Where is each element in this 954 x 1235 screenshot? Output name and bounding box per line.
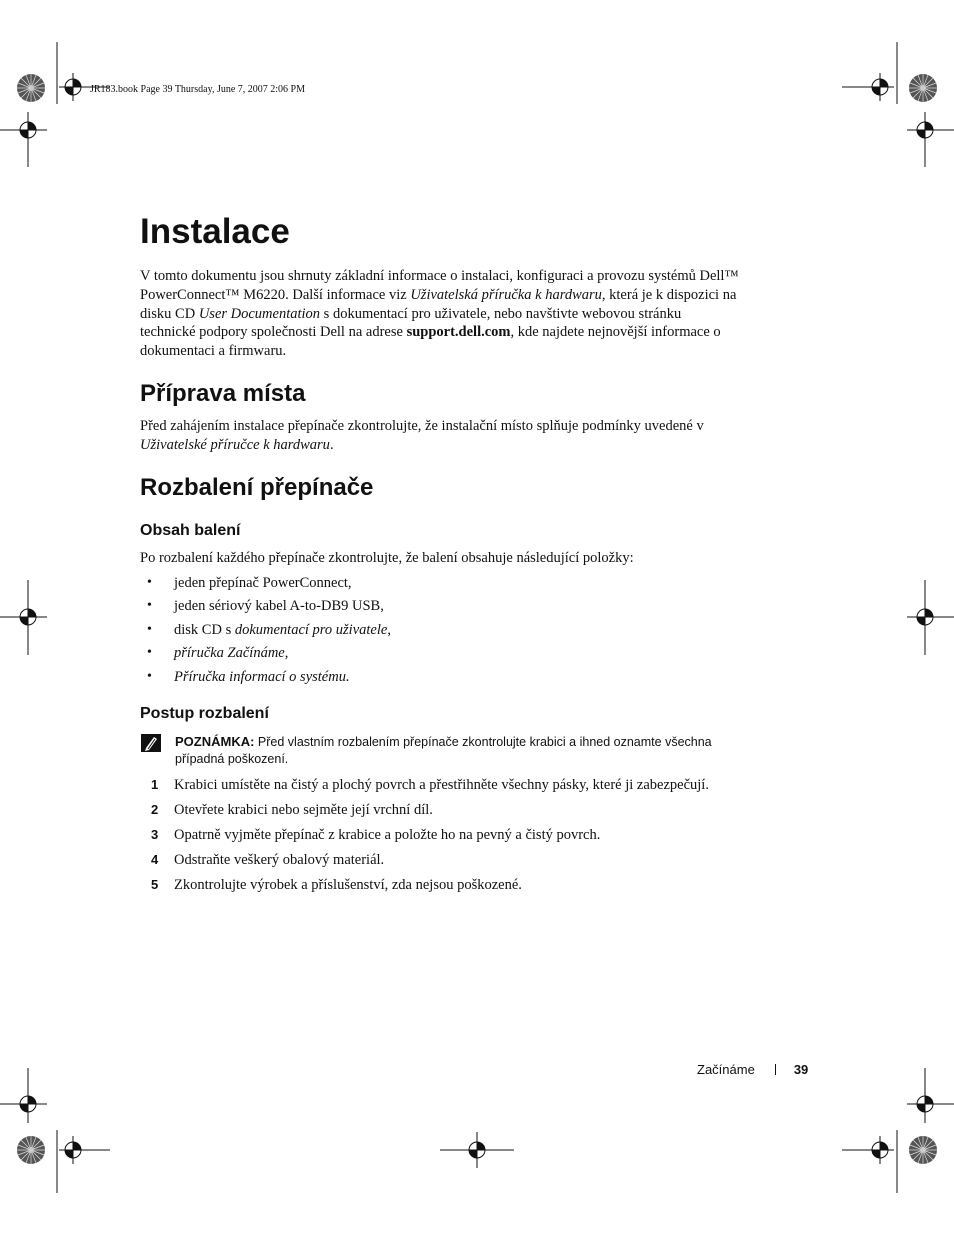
list-item xyxy=(140,621,740,644)
step-item xyxy=(140,801,780,826)
list-item-text: , xyxy=(387,621,391,638)
step-number: 3 xyxy=(151,827,159,842)
step-text: Odstraňte veškerý obalový materiál. xyxy=(174,852,385,868)
step-text: Opatrně vyjměte přepínač z krabice a položte ho na pevný a čistý povrch. xyxy=(174,827,601,843)
step-item xyxy=(140,776,780,801)
site-prep-paragraph xyxy=(140,417,730,455)
footer-divider xyxy=(775,1064,776,1075)
page-footer xyxy=(697,1062,808,1077)
step-text: Zkontrolujte výrobek a příslušenství, zda nejsou poškozené. xyxy=(174,877,522,893)
step-number: 5 xyxy=(151,877,159,892)
site-prep-end: . xyxy=(329,436,334,453)
package-contents-list xyxy=(140,574,740,691)
subheading-unpacking-procedure: Postup rozbalení xyxy=(140,705,269,722)
bullet-icon: • xyxy=(147,598,152,614)
step-text: Otevřete krabici nebo sejměte její vrchní díl. xyxy=(174,802,433,818)
package-contents-intro: Po rozbalení každého přepínače zkontrolujte, že balení obsahuje následující položky: xyxy=(140,550,634,566)
step-number: 4 xyxy=(151,852,159,867)
footer-section-name: Začínáme xyxy=(697,1062,755,1077)
list-item-emphasis: Příručka informací o systému. xyxy=(174,668,350,685)
list-item-text: disk CD s xyxy=(174,621,235,638)
step-item xyxy=(140,826,780,851)
print-job-header: JR183.book Page 39 Thursday, June 7, 2007 2:06 PM xyxy=(90,84,305,95)
site-prep-reference: Uživatelské příručce k hardwaru xyxy=(140,436,330,453)
list-item-emphasis: dokumentací pro uživatele xyxy=(234,621,388,638)
intro-text-2: , která je k dispozici na disku CD xyxy=(140,286,737,322)
note-box xyxy=(140,733,740,768)
step-text: Krabici umístěte na čistý a plochý povrch a přestřihněte všechny pásky, které ji zabezpečují. xyxy=(174,777,709,793)
list-item-emphasis: příručka Začínáme, xyxy=(174,645,289,662)
page-title: Instalace xyxy=(140,212,290,251)
list-item xyxy=(140,668,740,691)
note-body: Před vlastním rozbalením přepínače zkontrolujte krabici a ihned oznamte všechna případná poškození. xyxy=(175,735,712,766)
bullet-icon: • xyxy=(147,621,152,637)
bullet-icon: • xyxy=(147,668,152,684)
section-heading-unpacking: Rozbalení přepínače xyxy=(140,474,374,501)
hardware-guide-reference: Uživatelská příručka k hardwaru xyxy=(410,286,602,303)
intro-text-4: , kde najdete nejnovější informace o dokumentaci a firmwaru. xyxy=(140,324,721,360)
bullet-icon: • xyxy=(147,575,152,590)
intro-text-3: s dokumentací pro uživatele, nebo navštivte webovou stránku technické podpory společnosti Dell na adrese xyxy=(140,305,682,341)
step-item xyxy=(140,851,780,876)
list-item-text: jeden přepínač PowerConnect, xyxy=(174,575,352,591)
support-url: support.dell.com xyxy=(406,324,511,341)
pencil-note-icon xyxy=(140,733,162,753)
step-item xyxy=(140,876,780,901)
unpacking-steps-list xyxy=(140,776,780,901)
list-item xyxy=(140,597,740,620)
intro-paragraph xyxy=(140,267,740,361)
step-number: 1 xyxy=(151,777,159,792)
note-text xyxy=(140,733,740,768)
page-number: 39 xyxy=(793,1062,809,1077)
user-documentation-reference: User Documentation xyxy=(198,305,321,322)
site-prep-text: Před zahájením instalace přepínače zkontrolujte, že instalační místo splňuje podmínky uvedené v xyxy=(140,418,704,434)
subheading-package-contents: Obsah balení xyxy=(140,522,241,539)
note-label: POZNÁMKA: xyxy=(175,734,255,749)
list-item-text: jeden sériový kabel A-to-DB9 USB, xyxy=(174,598,384,615)
list-item xyxy=(140,574,740,597)
step-number: 2 xyxy=(151,802,159,817)
section-heading-site-prep: Příprava místa xyxy=(140,380,306,407)
bullet-icon: • xyxy=(147,645,152,661)
list-item xyxy=(140,644,740,667)
intro-text-1: V tomto dokumentu jsou shrnuty základní informace o instalaci, konfiguraci a provozu systémů Dell™ PowerConnect™ M6220. Další informace viz xyxy=(140,268,739,303)
